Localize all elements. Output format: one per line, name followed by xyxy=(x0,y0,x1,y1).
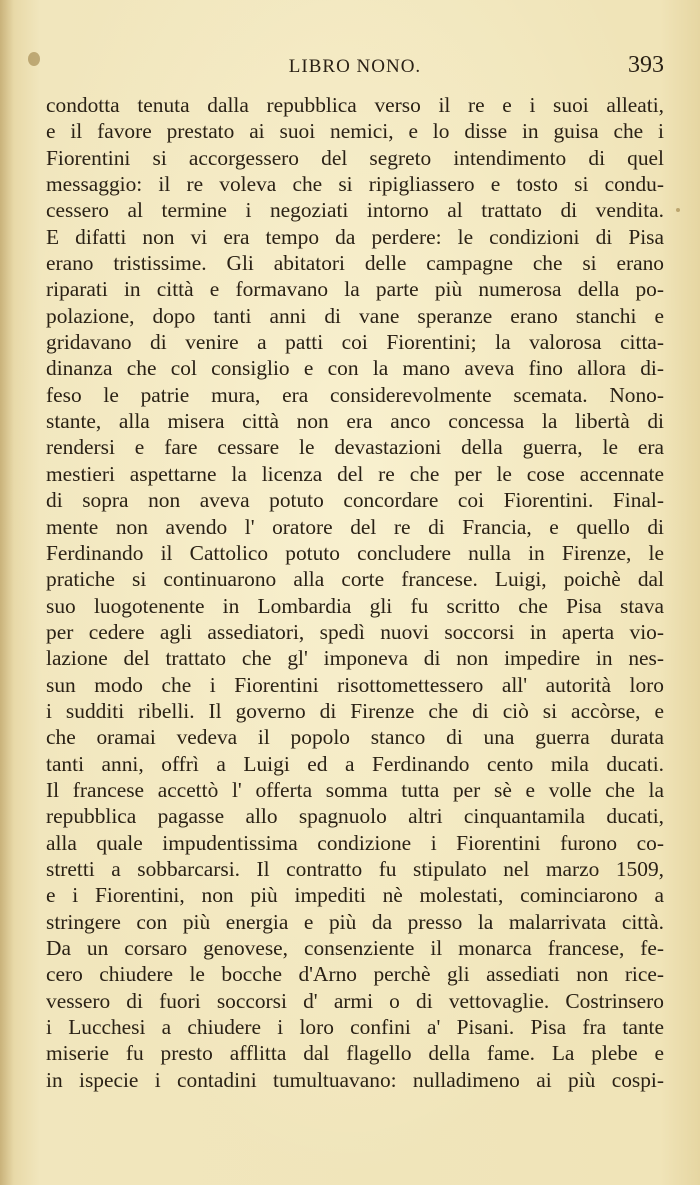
text-line: Fiorentini si accorgessero del segreto intendimento di quel xyxy=(46,145,664,170)
text-line: erano tristissime. Gli abitatori delle campagne che si erano xyxy=(46,251,664,276)
running-title: LIBRO NONO. xyxy=(288,56,422,77)
text-line: sun modo che i Fiorentini risottomettessero all' autorità loro xyxy=(46,672,664,697)
text-line: gridavano di venire a patti coi Fiorentini; la valorosa citta- xyxy=(46,330,664,355)
text-line: stretti a sobbarcarsi. Il contratto fu stipulato nel marzo 1509, xyxy=(46,856,664,881)
text-line: E difatti non vi era tempo da perdere: le condizioni di Pisa xyxy=(46,224,664,249)
text-line: per cedere agli assediatori, spedì nuovi soccorsi in aperta vio- xyxy=(46,619,664,644)
text-line: repubblica pagasse allo spagnuolo altri cinquantamila ducati, xyxy=(46,804,664,829)
text-line: feso le patrie mura, era considerevolmente scemata. Nono- xyxy=(46,382,664,407)
text-line: lazione del trattato che gl' imponeva di non impedire in nes- xyxy=(46,646,664,671)
text-line: alla quale impudentissima condizione i Fiorentini furono co- xyxy=(46,830,664,855)
text-line: e i Fiorentini, non più impediti nè molestati, cominciarono a xyxy=(46,883,664,908)
text-line: cero chiudere le bocche d'Arno perchè gli assediati non rice- xyxy=(46,962,664,987)
text-line: messaggio: il re voleva che si ripigliassero e tosto si condu- xyxy=(46,172,664,197)
text-line: in ispecie i contadini tumultuavano: nulladimeno ai più cospi- xyxy=(46,1067,664,1092)
text-line: Ferdinando il Cattolico potuto concludere nulla in Firenze, le xyxy=(46,540,664,565)
text-line: polazione, dopo tanti anni di vane speranze erano stanchi e xyxy=(46,303,664,328)
text-line: rendersi e fare cessare le devastazioni della guerra, le era xyxy=(46,435,664,460)
ink-spot xyxy=(676,208,680,212)
text-line: stringere con più energia e più da presso la malarrivata città. xyxy=(46,909,664,934)
text-line: miserie fu presto afflitta dal flagello della fame. La plebe e xyxy=(46,1041,664,1066)
text-line: pratiche si continuarono alla corte francese. Luigi, poichè dal xyxy=(46,567,664,592)
text-line: dinanza che col consiglio e con la mano aveva fino allora di- xyxy=(46,356,664,381)
text-line: Il francese accettò l' offerta somma tutta per sè e volle che la xyxy=(46,777,664,802)
text-line: condotta tenuta dalla repubblica verso il re e i suoi alleati, xyxy=(46,93,664,117)
text-line: mestieri aspettarne la licenza del re che per le cose accennate xyxy=(46,461,664,486)
text-line: Da un corsaro genovese, consenziente il monarca francese, fe- xyxy=(46,936,664,960)
text-line: i sudditi ribelli. Il governo di Firenze che di ciò si accòrse, e xyxy=(46,698,664,723)
page-header xyxy=(46,52,664,86)
text-line: riparati in città e formavano la parte più numerosa della po- xyxy=(46,277,664,302)
ink-spot xyxy=(28,52,40,66)
body-text xyxy=(46,92,664,1093)
text-line: cessero al termine i negoziati intorno al trattato di vendita. xyxy=(46,198,664,223)
text-line: mente non avendo l' oratore del re di Francia, e quello di xyxy=(46,514,664,539)
text-line: tanti anni, offrì a Luigi ed a Ferdinando cento mila ducati. xyxy=(46,751,664,776)
text-line: stante, alla misera città non era anco concessa la libertà di xyxy=(46,409,664,434)
text-line: di sopra non aveva potuto concordare coi Fiorentini. Final- xyxy=(46,488,664,513)
text-line: i Lucchesi a chiudere i loro confini a' Pisani. Pisa fra tante xyxy=(46,1015,664,1040)
text-line: che oramai vedeva il popolo stanco di una guerra durata xyxy=(46,725,664,750)
text-line: vessero di fuori soccorsi d' armi o di vettovaglie. Costrinsero xyxy=(46,988,664,1013)
text-line: e il favore prestato ai suoi nemici, e lo disse in guisa che i xyxy=(46,119,664,144)
text-line: suo luogotenente in Lombardia gli fu scritto che Pisa stava xyxy=(46,593,664,618)
page-number: 393 xyxy=(628,52,664,78)
